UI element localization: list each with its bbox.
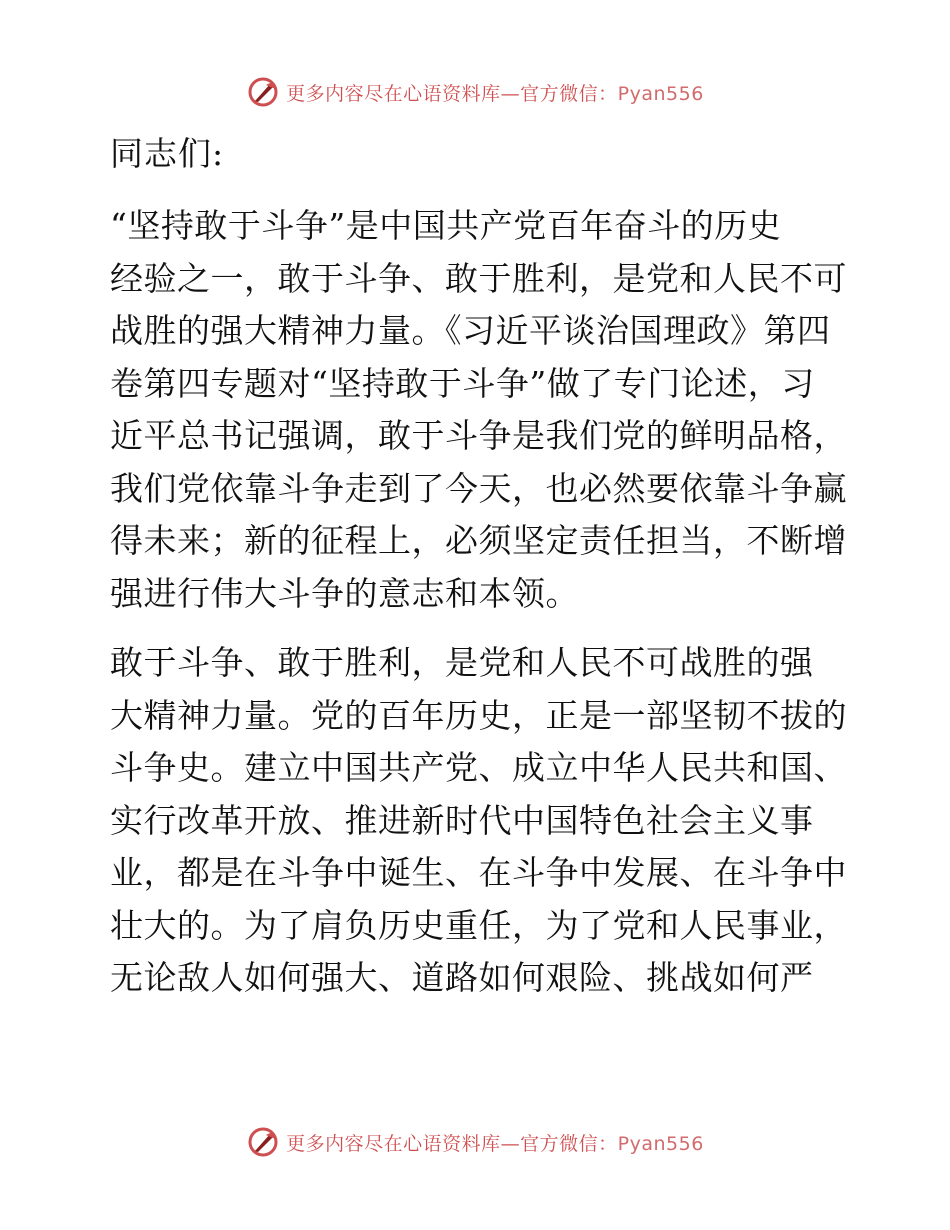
quill-logo-icon [246, 1125, 280, 1159]
paragraph-line: 近平总书记强调，敢于斗争是我们党的鲜明品格， [110, 416, 847, 455]
paragraph-2 [98, 637, 850, 1005]
paragraph-line: 实行改革开放、推进新时代中国特色社会主义事 [110, 800, 814, 840]
paragraph-line: 敢于斗争、敢于胜利，是党和人民不可战胜的强 [110, 643, 814, 682]
paragraph-line: 无论敌人如何强大、道路如何艰险、挑战如何严 [110, 958, 814, 997]
watermark-text [286, 1129, 704, 1156]
document-body [98, 128, 850, 1022]
paragraph-line: 壮大的。为了肩负历史重任，为了党和人民事业， [110, 905, 847, 945]
paragraph-line: 大精神力量。党的百年历史，正是一部坚韧不拔的 [110, 695, 847, 735]
paragraph-line: “坚持敢于斗争”是中国共产党百年奋斗的历史 [110, 206, 782, 245]
greeting: 同志们: [110, 134, 225, 173]
paragraph-line: 卷第四专题对“坚持敢于斗争”做了专门论述，习 [110, 363, 815, 403]
paragraph-1 [98, 200, 850, 620]
footer-watermark [0, 1122, 950, 1162]
watermark-handle: Pyan556 [617, 1132, 704, 1155]
header-watermark [0, 72, 950, 112]
quill-logo-icon [246, 75, 280, 109]
watermark-label: 更多内容尽在心语资料库—官方微信： [286, 1132, 618, 1155]
paragraph-line: 得未来；新的征程上，必须坚定责任担当，不断增 [110, 521, 847, 560]
paragraph-line: 斗争史。建立中国共产党、成立中华人民共和国、 [110, 748, 847, 787]
paragraph-line: 业，都是在斗争中诞生、在斗争中发展、在斗争中 [110, 853, 847, 892]
paragraph-line: 我们党依靠斗争走到了今天，也必然要依靠斗争赢 [110, 468, 847, 508]
watermark-text [286, 79, 704, 106]
watermark-label: 更多内容尽在心语资料库—官方微信： [286, 82, 618, 105]
paragraph-line: 战胜的强大精神力量。《习近平谈治国理政》第四 [110, 311, 831, 350]
paragraph-line: 强进行伟大斗争的意志和本领。 [110, 573, 579, 613]
watermark-handle: Pyan556 [617, 82, 704, 105]
paragraph-line: 经验之一，敢于斗争、敢于胜利，是党和人民不可 [110, 258, 847, 298]
